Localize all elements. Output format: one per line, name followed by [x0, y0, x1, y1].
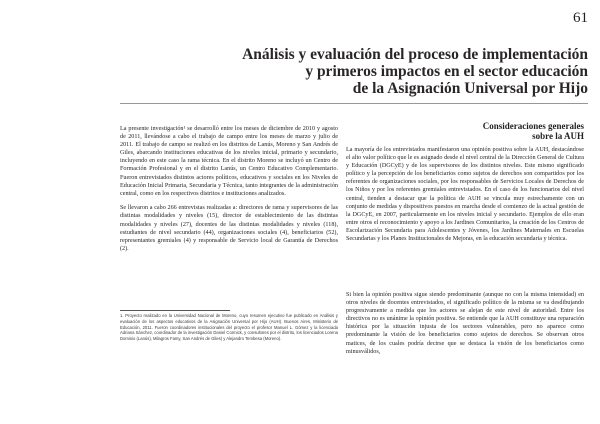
body-paragraph: La presente investigación¹ se desarrolló entre los meses de diciembre de 2010 y agosto de 2011, llevándose a cabo el trabajo de campo entre los meses de marzo y julio de 2011. El trabajo de campo se realizó en los distritos de Lanús, Moreno y San Andrés de Giles, abarcando instituciones educativas de los niveles inicial, primario y secundario, incluyendo en este caso la rama técnica. En el distrito Moreno se incluyó un Centro de Formación Profesional y en el distrito Lanús, un Centro Educativo Complementario. Fueron entrevistados distintos actores políticos, educativos y sociales en los Niveles de Educación Inicial Primaria, Secundaria y Técnica, tanto integrantes de la administración central, como en los respectivos distritos e instituciones analizados.	[120, 126, 338, 197]
title-line: y primeros impactos en el sector educación	[305, 63, 588, 80]
footnote: 1. Proyecto realizado en la Universidad Nacional de Moreno, cuyo resumen ejecutivo fue publicado en Análisis y evaluación de los aspectos educativos de la Asignación Universal por Hijo (AUH). Buenos Aires, Ministerio de Educación, 2011. Fueron coordinadores institucionales del proyecto el profesor Manuel L. Gómez y la licenciada Adriana Sánchez, coordinador de la investigación Daniel Cormick, y consultores por el distrito, los licenciados Lorena Dominio (Lanús), Milagros Famy, San Andrés de Giles) y Alejandro Tembesa (Moreno).	[120, 313, 338, 342]
right-column	[346, 146, 584, 250]
title-divider	[120, 103, 588, 104]
page-title	[168, 46, 588, 97]
section-heading-line: Consideraciones generales	[482, 121, 584, 131]
page-number: 61	[573, 10, 588, 26]
title-line: Análisis y evaluación del proceso de implementación	[242, 46, 588, 63]
left-column	[120, 125, 338, 259]
title-line: de la Asignación Universal por Hijo	[352, 80, 588, 97]
right-column-continued	[346, 291, 584, 362]
body-paragraph: La mayoría de los entrevistados manifestaron una opinión positiva sobre la AUH, destacándose el alto valor político que le es asignado desde el nivel central de la Dirección General de Cultura y Educación (DGCyE) y de los supervisores de los distintos niveles. Este mismo significado político y la percepción de los beneficiarios como sujetos de derechos son compartidos por los referentes de organizaciones sociales, por los responsables de Servicios Locales de Derechos de los Niños y por los referentes gremiales entrevistados. En el caso de los funcionarios del nivel central, tienden a destacar que la política de AUH se vincula muy estrechamente con un conjunto de medidas y dispositivos puestos en marcha desde el comienzo de la actual gestión de la DGCyE, en 2007, particularmente en los niveles inicial y secundario. Ejemplos de ello eran entre otros el reconocimiento y apoyo a los Jardines Comunitarios, la creación de los Centros de Escolarización Secundaria para Adolescentes y Jóvenes, los Jardines Maternales en Escuelas Secundarias y los Planes Institucionales de Mejoras, en la educación secundaria y técnica.	[346, 147, 584, 243]
section-heading	[404, 121, 584, 141]
body-paragraph: Se llevaron a cabo 266 entrevistas realizadas a: directores de rama y supervisores de las distintas modalidades y niveles (15), director de establecimiento de las distintas modalidades y niveles (27), docentes de las distintas modalidades y niveles (118), estudiantes de nivel secundario (44), organizaciones sociales (4), beneficiarios (52), representantes gremiales (4) y responsable de Servicio local de Garantía de Derechos (2).	[120, 205, 338, 252]
body-paragraph: Si bien la opinión positiva sigue siendo predominante (aunque no con la misma intensidad) en otros niveles de docentes entrevistados, el significado político de la misma se va desdibujando progresivamente a medida que los actores se alejan de este nivel de autoridad. Entre los directivos no es unánime la opinión positiva. Se entiende que la AUH constituye una reparación histórica por la situación injusta de los sectores vulnerables, pero no aparece como predominante la visión de los beneficiarios como sujetos de derechos. Se observan otros matices, de los cuales podría decirse que se destaca la visión de los beneficiarios como minusválidos,	[346, 292, 584, 355]
section-heading-line: sobre la AUH	[532, 131, 584, 141]
footnote-divider	[120, 310, 230, 311]
